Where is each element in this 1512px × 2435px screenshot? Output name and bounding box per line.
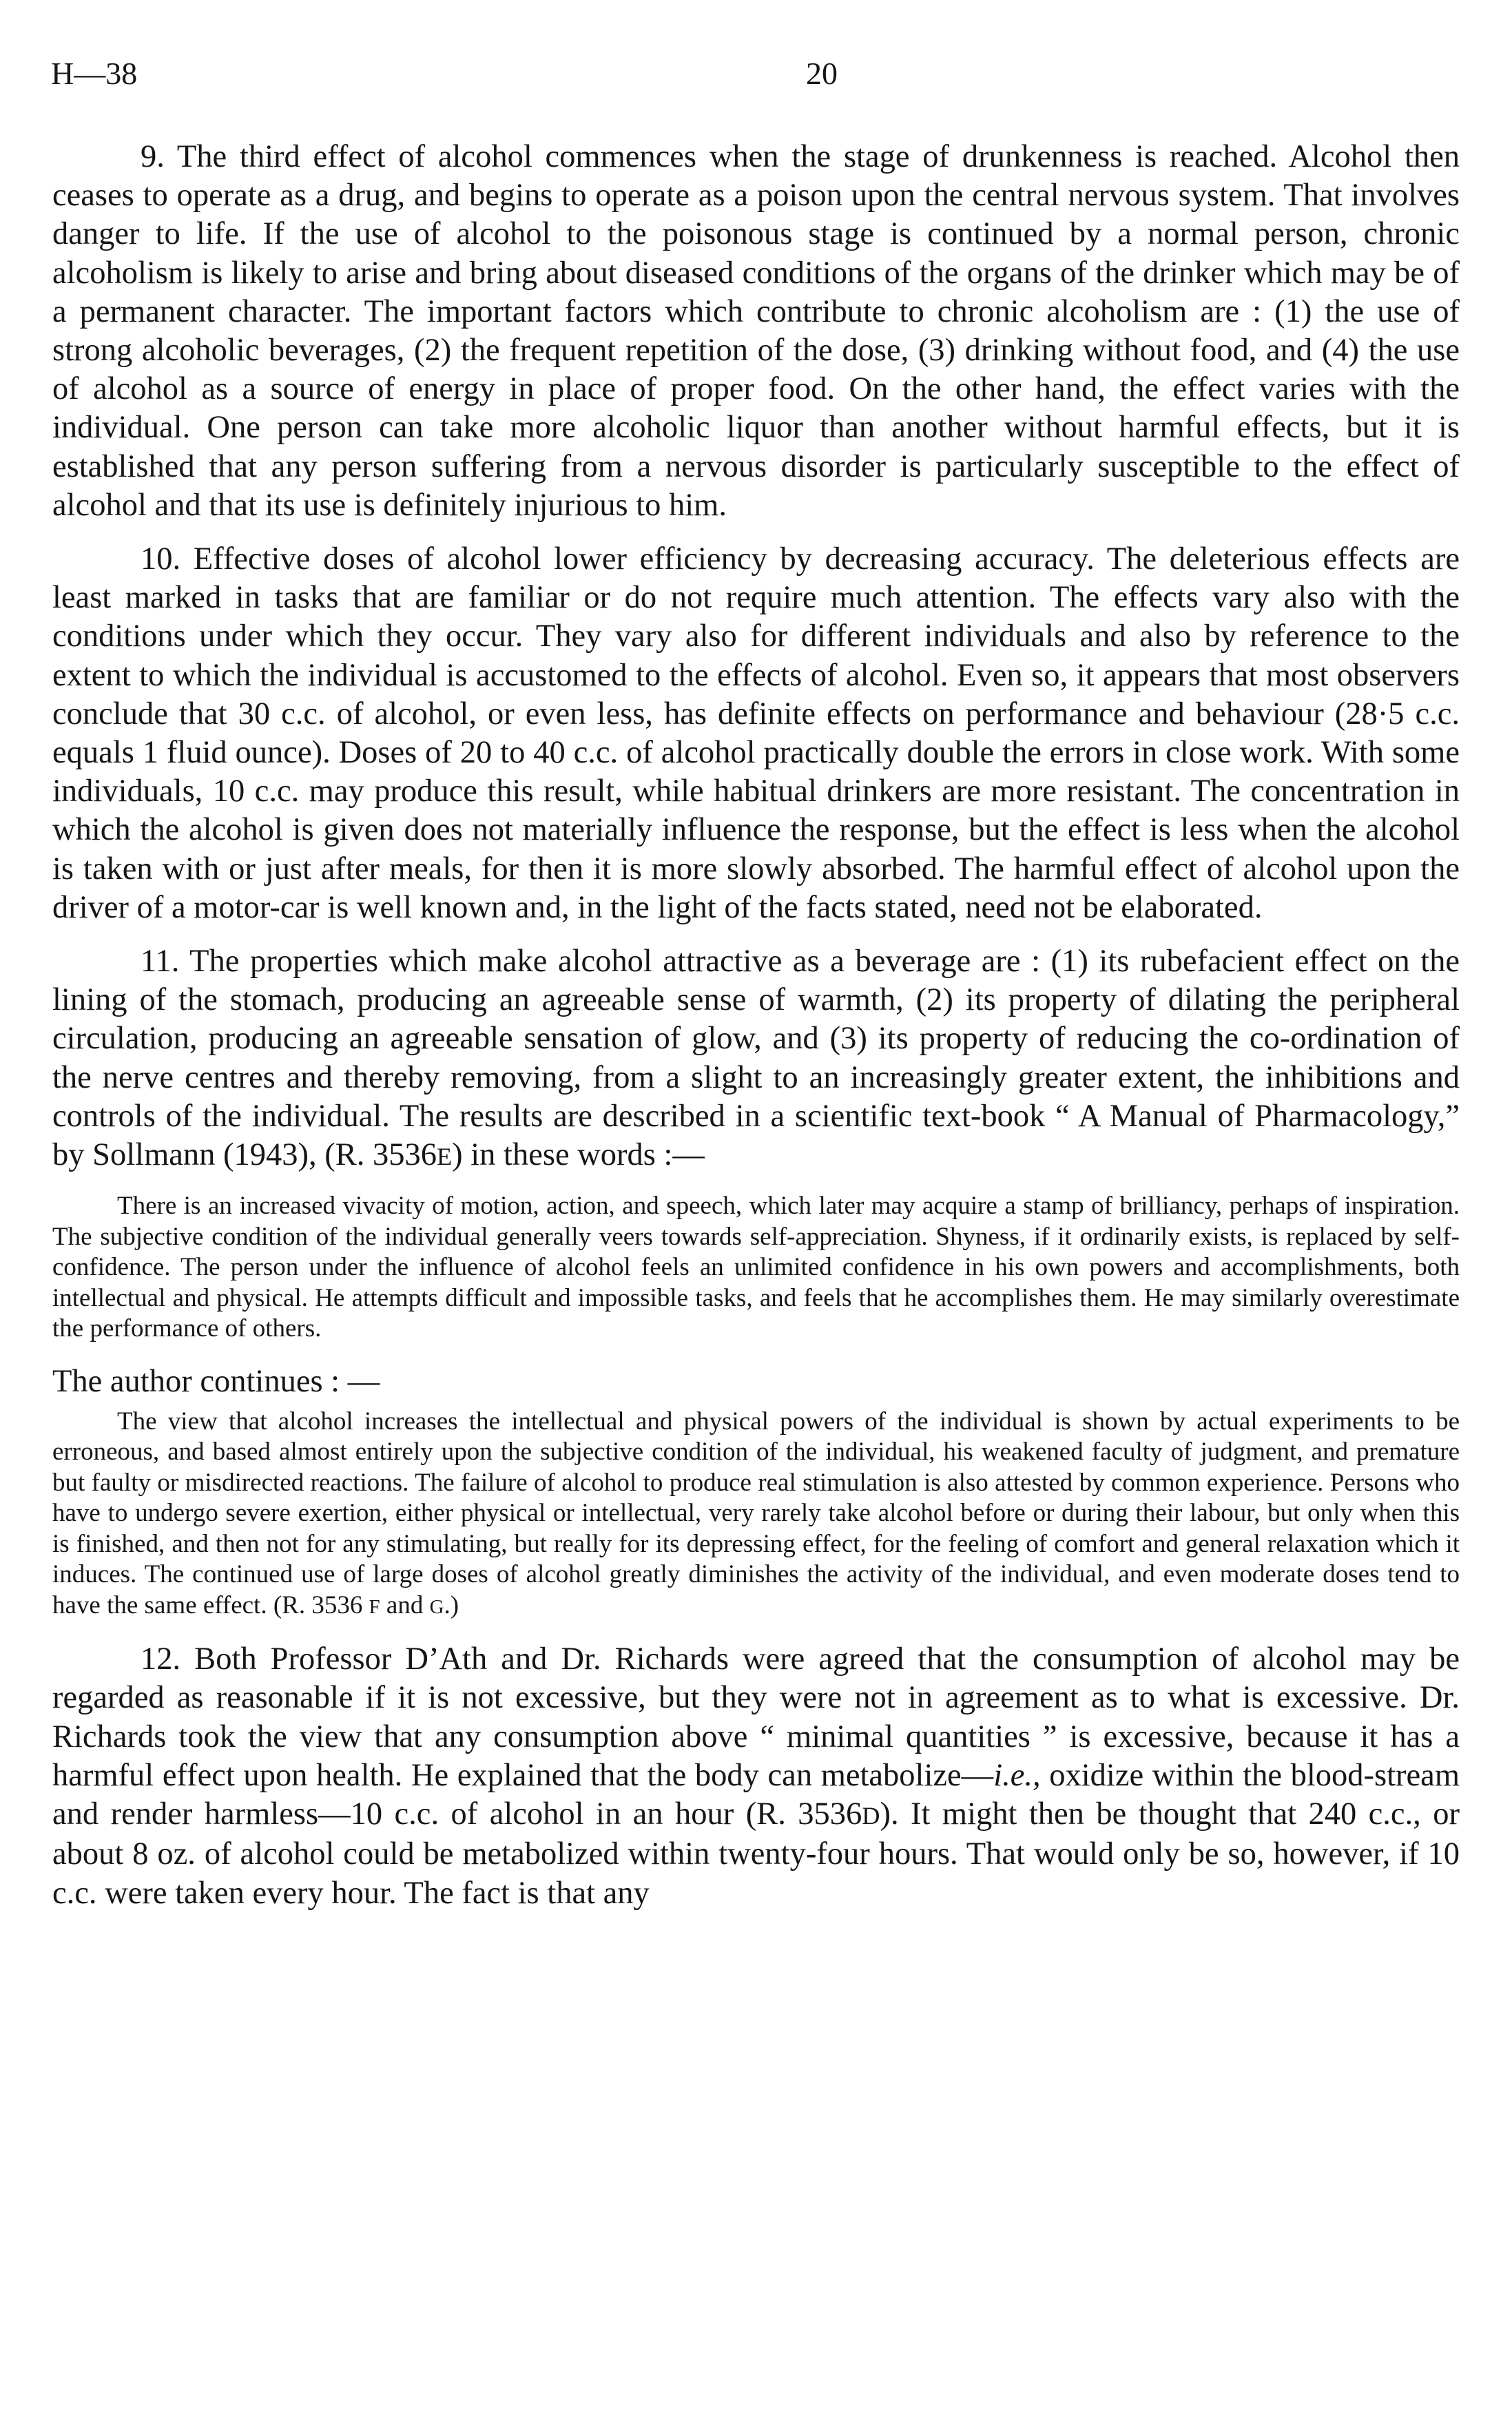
block-quote-2-tail: .): [444, 1590, 459, 1619]
document-reference: H—38: [51, 56, 138, 91]
author-continues-line: The author continues : —: [52, 1363, 380, 1399]
reference-letter-d: D: [862, 1802, 880, 1830]
page-header: [51, 55, 1461, 96]
page-number: 20: [806, 56, 838, 91]
paragraph-11-tail: ) in these words :—: [452, 1137, 705, 1173]
reference-letter-f: F: [369, 1595, 380, 1618]
paragraph-11-text: 11. The properties which make alcohol attractive as a beverage are : (1) its rubefacient effect on the lining of the stomach, producing an agreeable sense of warmth, (2) its property of dilating the peripheral circulation, producing an agreeable sensation of glow, and (3) its property of reducing the co-ordination of the nerve centres and thereby removing, from a slight to an increasingly greater extent, the inhibitions and controls of the individual. The results are described in a scientific text-book “ A Manual of Pharmacology,” by Sollmann (1943), (R. 3536: [52, 944, 1460, 1173]
paragraph-11: [52, 942, 1460, 1176]
block-quote-2-and: and: [380, 1590, 430, 1619]
block-quote-2: [52, 1407, 1460, 1623]
paragraph-12-text-c: ). It might then be thought that 240 c.c., or about 8 oz. of alcohol could be metabolized within twenty-four hours. That would only be so, however, if 10 c.c. were taken every hour. The fact is that any: [52, 1796, 1460, 1911]
paragraph-12-text-b: oxidize within the blood-stream and render harmless—10 c.c. of alcohol in an hour (R. 3536: [52, 1757, 1460, 1832]
paragraph-9: 9. The third effect of alcohol commences when the stage of drunkenness is reached. Alcohol then ceases to operate as a drug, and begins to operate as a poison upon the central nervous system. That involves danger to life. If the use of alcohol to the poisonous stage is continued by a normal person, chronic alcoholism is likely to arise and bring about diseased conditions of the organs of the drinker which may be of a permanent character. The important factors which contribute to chronic alcoholism are : (1) the use of strong alcoholic beverages, (2) the frequent repetition of the dose, (3) drinking without food, and (4) the use of alcohol as a source of energy in place of proper food. On the other hand, the effect varies with the individual. One person can take more alcoholic liquor than another without harmful effects, but it is established that any person suffering from a nervous disorder is particularly susceptible to the effect of alcohol and that its use is definitely injurious to him.: [52, 139, 1460, 523]
paragraph-12-text-a: 12. Both Professor D’Ath and Dr. Richards were agreed that the consumption of alcohol may be regarded as reasonable if it is not excessive, but they were not in agreement as to what is excessive. Dr. Richards took the view that any consumption above “ minimal quantities ” is excessive, because it has a harmful effect upon health. He explained that the body can metabolize—: [52, 1641, 1460, 1793]
block-quote-2-text: The view that alcohol increases the intellectual and physical powers of the individual is shown by actual experiments to be erroneous, and based almost entirely upon the subjective condition of the individual, his weakened faculty of judgment, and premature but faulty or misdirected reactions. The failure of alcohol to produce real stimulation is also attested by common experience. Persons who have to undergo severe exertion, either physical or intellectual, very rarely take alcohol before or during their labour, but only when this is finished, and then not for any stimulating, but really for its depressing effect, for the feeling of comfort and general relaxation which it induces. The continued use of large doses of alcohol greatly diminishes the activity of the individual, and even moderate doses tend to have the same effect. (R. 3536: [52, 1407, 1460, 1619]
paragraph-10: 10. Effective doses of alcohol lower efficiency by decreasing accuracy. The deleterious effects are least marked in tasks that are familiar or do not require much attention. The effects vary also with the conditions under which they occur. They vary also for different individuals and also by reference to the extent to which the individual is accustomed to the effects of alcohol. Even so, it appears that most observers conclude that 30 c.c. of alcohol, or even less, has definite effects on performance and behaviour (28·5 c.c. equals 1 fluid ounce). Doses of 20 to 40 c.c. of alcohol practically double the errors in close work. With some individuals, 10 c.c. may produce this result, while habitual drinkers are more resistant. The concentration in which the alcohol is given does not materially influence the response, but the effect is less when the alcohol is taken with or just after meals, for then it is more slowly absorbed. The harmful effect of alcohol upon the driver of a motor-car is well known and, in the light of the facts stated, need not be elaborated.: [52, 541, 1460, 925]
paragraph-12: [52, 1640, 1460, 1912]
paragraph-12-ie: i.e.,: [993, 1757, 1041, 1793]
reference-letter: E: [436, 1143, 453, 1171]
document-body: [52, 138, 1460, 1928]
reference-letter-g: G: [429, 1595, 444, 1618]
block-quote-1: There is an increased vivacity of motion, action, and speech, which later may acquire a stamp of brilliancy, perhaps of inspiration. The subjective condition of the individual generally veers towards self-appreciation. Shyness, if it ordinarily exists, is replaced by self-confidence. The person under the influence of alcohol feels an unlimited confidence in his own powers and accomplishments, both intellectual and physical. He attempts difficult and impossible tasks, and feels that he accomplishes them. He may similarly overestimate the performance of others.: [52, 1192, 1460, 1343]
